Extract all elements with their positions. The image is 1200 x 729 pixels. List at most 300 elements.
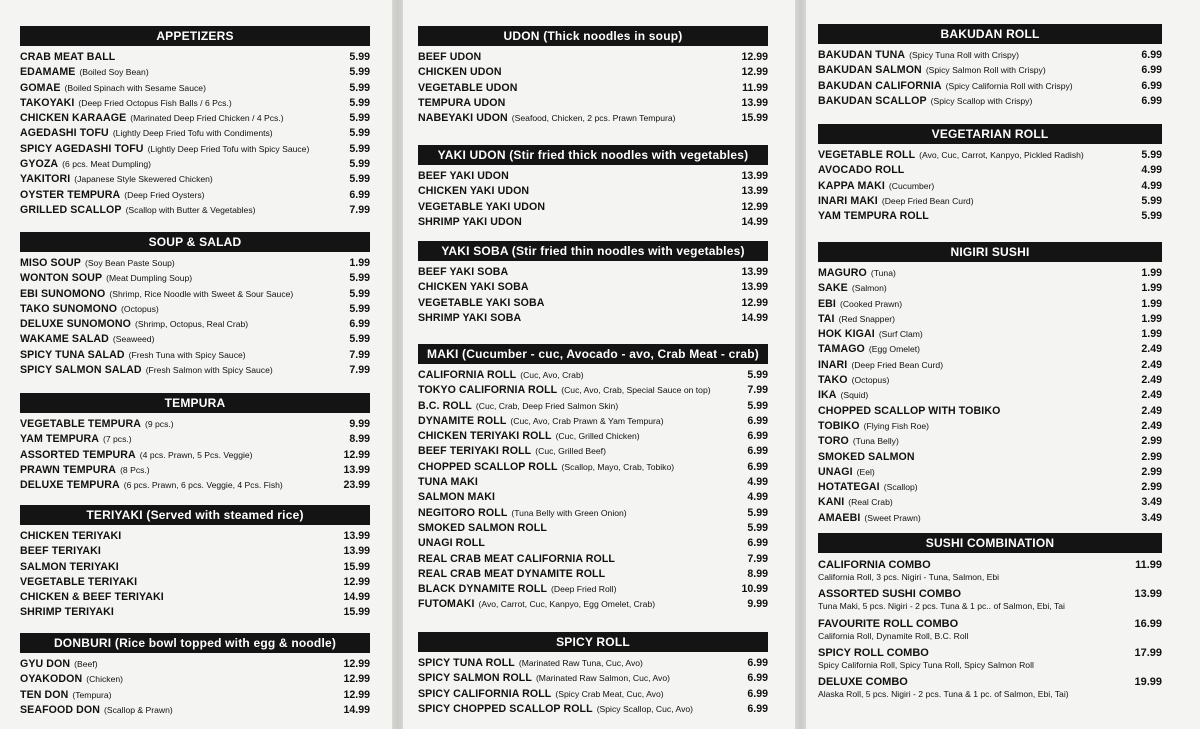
menu-item [818,373,1162,388]
menu-item [418,368,768,383]
menu-item [818,495,1162,510]
item-name: BAKUDAN SCALLOP [818,94,927,107]
item-description: (Sweet Prawn) [864,512,921,523]
item-price: 5.99 [349,158,370,171]
item-name: CHOPPED SCALLOP ROLL [418,460,558,473]
item-description: (Eel) [856,466,875,477]
item-name: CHICKEN UDON [418,66,502,79]
item-text [20,287,293,302]
item-name: YAM TEMPURA ROLL [818,210,929,223]
item-price: 13.99 [741,96,768,109]
item-description: (Spicy Salmon Roll with Crispy) [925,65,1046,76]
menu-item [418,383,768,398]
item-description: (Octopus) [121,303,159,314]
item-description: (Scallop, Mayo, Crab, Tobiko) [561,461,675,472]
item-price: 6.99 [747,657,768,669]
item-price: 5.99 [349,81,370,94]
item-text [20,65,149,80]
menu-item [418,399,768,414]
item-name: SEAFOOD DON [20,703,100,716]
menu-item [20,271,370,286]
menu-item [418,671,768,686]
item-description: (Avo, Cuc, Carrot, Kanpyo, Pickled Radish) [919,150,1084,160]
menu-item [20,432,370,447]
item-price: 5.99 [1141,194,1162,207]
item-description: (Cuc, Crab, Deep Fried Salmon Skin) [475,400,619,411]
item-price: 1.99 [1141,282,1162,295]
menu-item [418,687,768,702]
item-name: TAMAGO [818,343,865,356]
menu-item [418,311,768,326]
item-name: SPICY AGEDASHI TOFU [20,142,144,155]
item-price: 5.99 [349,96,370,109]
item-description: (Beef) [74,659,98,669]
item-text [818,373,889,388]
section-header: SUSHI COMBINATION [818,533,1162,553]
item-description: (Fresh Salmon with Spicy Sauce) [145,365,273,376]
item-name: SHRIMP TERIYAKI [20,606,114,619]
combo-item [818,617,1162,646]
item-price: 2.99 [1141,435,1162,448]
section-items [20,529,370,621]
item-name: B.C. ROLL [418,399,472,412]
menu-item [818,327,1162,342]
combo-text [818,675,1069,704]
menu-item [818,179,1162,194]
item-text [418,311,521,326]
item-name: SHRIMP YAKI SOBA [418,311,522,324]
section-items [20,417,370,493]
item-description: (Lightly Deep Fried Tofu with Spicy Sauce) [147,143,310,154]
item-description: (Cuc, Avo, Crab) [520,370,584,380]
item-description: (Deep Fried Bean Curd) [881,195,974,206]
item-text [20,605,114,620]
section-items [818,148,1162,224]
section-header: BAKUDAN ROLL [818,24,1162,44]
combo-text [818,587,1065,616]
menu-item [818,266,1162,281]
menu-item [20,417,370,432]
menu-panel-middle [403,0,795,729]
item-text [418,506,627,521]
item-price: 6.99 [349,318,370,331]
item-name: CRAB MEAT BALL [20,51,116,63]
menu-item [20,478,370,493]
item-description: (Cuc, Avo, Crab, Special Sauce on top) [561,385,711,396]
section-header: YAKI SOBA (Stir fried thin noodles with vegetables) [418,241,768,261]
menu-item [20,590,370,605]
item-description: (Scallop) [883,482,918,493]
menu-item [418,702,768,717]
item-description: (Deep Fried Roll) [551,584,617,595]
item-text [20,348,246,363]
item-text [418,200,545,215]
item-text [20,672,123,687]
combo-description: Tuna Maki, 5 pcs. Nigiri - 2 pcs. Tuna & 1 pc.. of Salmon, Ebi, Tai [818,601,1065,612]
menu-item [20,96,370,111]
combo-text [818,558,999,587]
section-header: NIGIRI SUSHI [818,242,1162,262]
menu-item [418,200,768,215]
menu-item [418,460,768,475]
menu-item [818,281,1162,296]
item-description: (Deep Fried Bean Curd) [851,359,944,370]
combo-name: DELUXE COMBO [818,676,908,689]
menu-item [818,342,1162,357]
item-price: 3.49 [1141,511,1162,524]
item-description: (Seafood, Chicken, 2 pcs. Prawn Tempura) [511,113,676,124]
item-text [818,63,1046,78]
item-text [418,215,522,230]
item-price: 7.99 [747,552,768,565]
item-price: 23.99 [343,479,370,492]
item-text [20,172,213,187]
item-text [20,432,132,447]
item-text [20,317,248,332]
item-name: BEEF UDON [418,51,482,63]
section-header: DONBURI (Rice bowl topped with egg & noodle) [20,633,370,653]
item-name: INARI MAKI [818,194,878,207]
menu-item [20,348,370,363]
item-description: (Marinated Raw Salmon, Cuc, Avo) [535,673,670,684]
section-items [20,256,370,378]
menu-item [20,657,370,672]
item-name: CHICKEN TERIYAKI ROLL [418,430,552,443]
item-name: MAGURO [818,267,867,279]
item-name: SHRIMP YAKI UDON [418,215,522,228]
item-text [20,590,164,605]
item-price: 6.99 [1141,64,1162,77]
item-name: BEEF YAKI SOBA [418,266,509,278]
item-name: WONTON SOUP [20,272,103,285]
item-text [818,358,943,373]
item-text [20,332,154,347]
menu-item [418,506,768,521]
menu-item [418,65,768,80]
item-name: BAKUDAN TUNA [818,49,906,61]
item-name: VEGETABLE UDON [418,81,518,94]
item-price: 5.99 [349,333,370,346]
menu-item [20,287,370,302]
item-text [418,444,606,459]
combo-item [818,675,1162,704]
item-text [418,702,693,717]
item-price: 1.99 [1141,267,1162,279]
menu-section-spicy-roll [418,632,768,717]
menu-section-vegetarian-roll [818,124,1162,224]
item-name: TORO [818,435,849,448]
item-price: 6.99 [747,414,768,427]
combo-name: SPICY ROLL COMBO [818,646,929,659]
menu-item [418,184,768,199]
item-name: EBI [818,297,836,310]
item-description: (Flying Fish Roe) [863,420,930,431]
item-text [818,163,904,178]
item-name: SALMON TERIYAKI [20,560,119,573]
item-name: UNAGI [818,465,853,478]
item-price: 4.99 [1141,164,1162,177]
combo-description: California Roll, 3 pcs. Nigiri - Tuna, Salmon, Ebi [818,572,1000,582]
item-description: (Egg Omelet) [868,344,920,355]
item-price: 12.99 [741,200,768,213]
item-price: 5.99 [349,66,370,79]
item-price: 5.99 [349,127,370,140]
item-price: 2.49 [1141,389,1162,402]
item-text [418,296,545,311]
item-text [20,157,151,172]
item-price: 13.99 [343,463,370,476]
item-name: TEMPURA UDON [418,96,506,109]
item-description: (7 pcs.) [103,434,132,445]
item-text [418,521,547,536]
item-text [418,687,664,702]
item-description: (Spicy Scallop with Crispy) [930,95,1033,106]
item-price: 12.99 [343,673,370,686]
section-header: VEGETARIAN ROLL [818,124,1162,144]
item-name: DELUXE TEMPURA [20,479,120,492]
item-price: 2.99 [1141,450,1162,463]
item-price: 6.99 [1141,79,1162,92]
item-text [20,50,115,65]
item-name: VEGETABLE TEMPURA [20,418,141,430]
menu-item [418,490,768,505]
item-name: TUNA MAKI [418,476,478,489]
item-name: SMOKED SALMON [818,450,915,463]
item-text [20,688,112,703]
menu-section-udon [418,26,768,126]
item-description: (Soy Bean Paste Soup) [84,258,175,268]
menu-item [418,414,768,429]
menu-item [418,169,768,184]
item-price: 15.99 [343,560,370,573]
menu-item [418,567,768,582]
combo-item [818,587,1162,616]
menu-item [20,81,370,96]
item-description: (Spicy Tuna Roll with Crispy) [909,50,1019,60]
item-name: SPICY CHOPPED SCALLOP ROLL [418,702,593,715]
combo-text [818,646,1034,675]
item-price: 5.99 [349,142,370,155]
item-text [418,582,616,597]
menu-item [418,475,768,490]
combo-description: Alaska Roll, 5 pcs. Nigiri - 2 pcs. Tuna & 1 pc. of Salmon, Ebi, Tai) [818,689,1069,700]
item-name: DELUXE SUNOMONO [20,318,131,331]
item-text [418,597,655,612]
item-name: GRILLED SCALLOP [20,203,122,216]
item-name: WAKAME SALAD [20,333,109,346]
item-price: 12.99 [741,296,768,309]
item-description: (Boiled Spinach with Sesame Sauce) [64,82,206,93]
menu-item [418,597,768,612]
item-price: 2.99 [1141,465,1162,478]
item-name: SPICY SALMON ROLL [418,672,532,685]
item-name: BAKUDAN CALIFORNIA [818,79,942,92]
menu-item [818,163,1162,178]
item-text [418,111,675,126]
menu-item [20,142,370,157]
combo-name: FAVOURITE ROLL COMBO [818,617,959,630]
item-price: 5.99 [1141,149,1162,161]
item-name: KANI [818,496,845,509]
menu-item [418,50,768,65]
item-description: (6 pcs. Meat Dumpling) [62,159,152,170]
item-text [418,50,481,65]
item-price: 12.99 [343,575,370,588]
item-price: 1.99 [349,257,370,269]
item-price: 1.99 [1141,328,1162,341]
menu-section-teriyaki [20,505,370,621]
item-name: BAKUDAN SALMON [818,64,922,77]
item-price: 12.99 [343,448,370,461]
menu-item [818,419,1162,434]
item-name: YAM TEMPURA [20,433,99,446]
item-text [418,671,670,686]
section-items [418,265,768,326]
menu-section-yaki-soba [418,241,768,326]
combo-price: 13.99 [1134,588,1162,601]
item-description: (Scallop & Prawn) [103,704,173,715]
menu-section-soup-salad [20,232,370,378]
menu-section-donburi [20,633,370,718]
menu-item [418,296,768,311]
item-text [818,79,1073,94]
page-fold [795,0,806,729]
menu-item [20,203,370,218]
item-description: (Cuc, Grilled Beef) [535,446,606,457]
item-price: 13.99 [741,170,768,182]
section-items [418,656,768,717]
item-name: YAKITORI [20,173,71,186]
menu-item [418,265,768,280]
item-price: 12.99 [741,66,768,79]
item-text [818,465,875,480]
section-header: YAKI UDON (Stir fried thick noodles with vegetables) [418,145,768,165]
item-description: (Spicy Scallop, Cuc, Avo) [596,703,694,714]
item-description: (Shrimp, Rice Noodle with Sweet & Sour Sauce) [109,288,294,299]
menu-item [818,312,1162,327]
item-name: VEGETABLE YAKI UDON [418,200,546,213]
item-price: 5.99 [349,287,370,300]
section-items [418,50,768,126]
item-description: (6 pcs. Prawn, 6 pcs. Veggie, 4 Pcs. Fish) [123,480,283,491]
item-name: MISO SOUP [20,257,81,269]
section-header: SPICY ROLL [418,632,768,652]
item-price: 14.99 [741,311,768,324]
item-text [418,414,664,429]
item-description: (Boiled Soy Bean) [79,67,149,78]
item-price: 5.99 [747,369,768,381]
menu-item [20,363,370,378]
item-description: (8 Pcs.) [120,464,150,475]
item-name: TAKO [818,374,848,387]
item-text [418,429,640,444]
menu-section-tempura [20,393,370,493]
item-name: AMAEBI [818,511,861,524]
item-description: (Tuna Belly with Green Onion) [511,507,627,518]
combo-item [818,646,1162,675]
menu-item [20,172,370,187]
section-header: SOUP & SALAD [20,232,370,252]
item-text [418,368,584,383]
menu-item [20,448,370,463]
item-price: 14.99 [741,215,768,228]
item-name: BLACK DYNAMITE ROLL [418,583,548,596]
item-description: (9 pcs.) [144,419,174,429]
item-text [20,126,273,141]
item-text [20,417,174,432]
item-text [818,388,868,403]
item-name: UNAGI ROLL [418,537,485,550]
item-text [418,81,518,96]
section-header: MAKI (Cucumber - cuc, Avocado - avo, Crab Meat - crab) [418,344,768,364]
item-price: 5.99 [1141,210,1162,223]
item-price: 2.49 [1141,404,1162,417]
item-description: (Meat Dumpling Soup) [106,273,193,284]
item-name: SMOKED SALMON ROLL [418,521,547,534]
item-text [818,266,896,281]
menu-item [20,672,370,687]
item-price: 14.99 [343,703,370,716]
menu-section-yaki-udon [418,145,768,230]
item-name: REAL CRAB MEAT DYNAMITE ROLL [418,567,606,580]
item-description: (Cooked Prawn) [839,298,903,309]
menu-item [20,605,370,620]
item-text [20,544,101,559]
item-text [20,560,119,575]
item-text [418,65,502,80]
item-text [418,184,529,199]
item-name: VEGETABLE ROLL [818,149,916,161]
combo-name: ASSORTED SUSHI COMBO [818,588,962,601]
item-price: 9.99 [747,598,768,611]
item-name: GYOZA [20,158,59,171]
menu-item [418,536,768,551]
combo-text [818,617,968,646]
item-name: KAPPA MAKI [818,179,885,192]
menu-item [818,79,1162,94]
item-price: 1.99 [1141,312,1162,325]
item-description: (Cuc, Avo, Crab Prawn & Yam Tempura) [510,415,664,426]
menu-item [818,194,1162,209]
item-price: 2.99 [1141,481,1162,494]
item-price: 4.99 [747,491,768,504]
item-price: 8.99 [349,433,370,446]
item-price: 6.99 [747,460,768,473]
item-text [418,656,643,671]
item-description: (Chicken) [86,674,123,685]
page-fold [392,0,403,729]
item-price: 6.99 [1141,49,1162,61]
item-price: 5.99 [349,112,370,125]
item-description: (Tempura) [72,689,112,700]
item-description: (Tuna Belly) [852,436,899,447]
item-text [418,460,674,475]
menu-item [818,404,1162,419]
item-text [818,179,934,194]
combo-description: California Roll, Dynamite Roll, B.C. Roll [818,630,969,641]
item-name: CHOPPED SCALLOP WITH TOBIKO [818,404,1001,417]
item-name: CHICKEN YAKI UDON [418,185,530,198]
item-text [818,495,893,510]
section-items [818,558,1162,704]
menu-item [418,96,768,111]
item-name: TOKYO CALIFORNIA ROLL [418,384,558,397]
item-name: CALIFORNIA ROLL [418,369,517,381]
item-price: 12.99 [741,51,768,63]
item-name: SAKE [818,282,848,295]
item-name: CHICKEN YAKI SOBA [418,281,529,294]
menu-item [20,111,370,126]
